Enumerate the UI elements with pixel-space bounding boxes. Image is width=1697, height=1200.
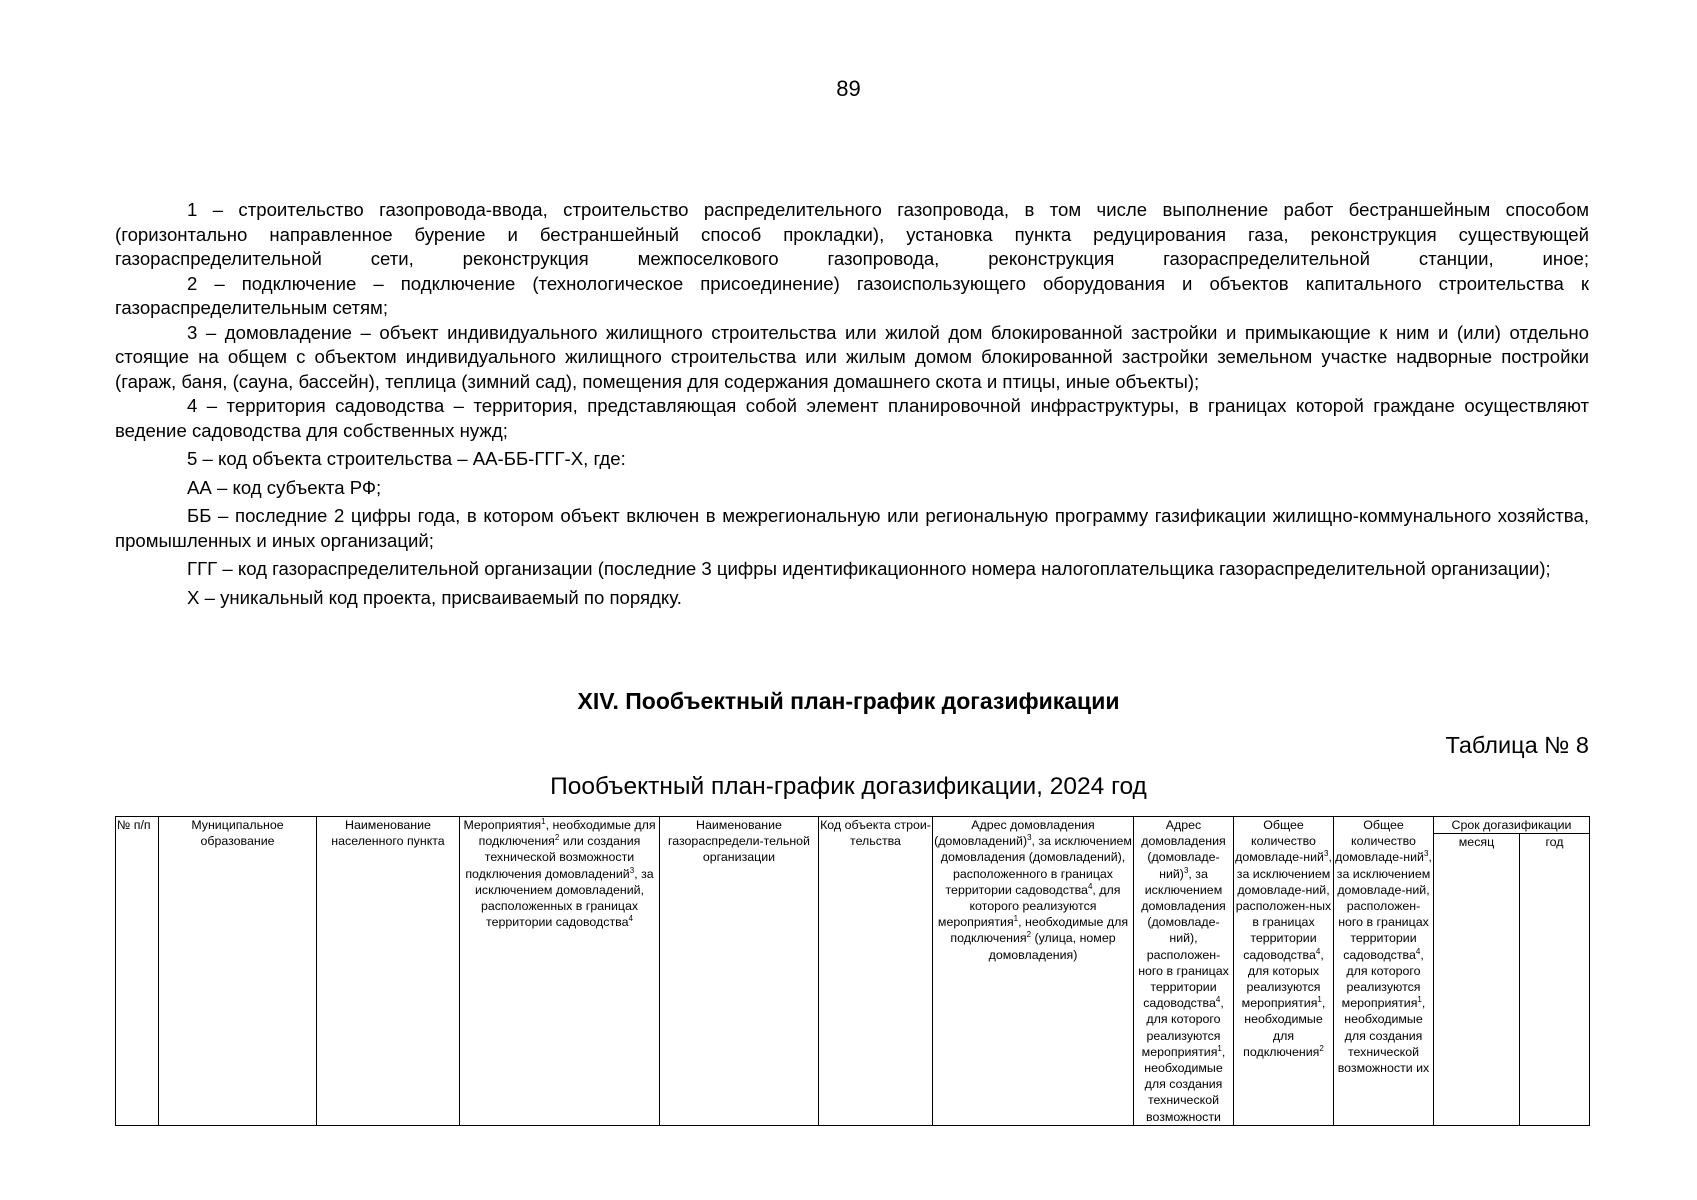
footnote-4: 4 – территория садоводства – территория, представляющая собой элемент планировочной инфраструктуры, в границах которой граждане осуществляют ведение садоводства для собственных нужд; (115, 395, 1589, 441)
col-header-month: месяц (1434, 834, 1520, 1125)
footnote-5: 5 – код объекта строительства – АА-ББ-ГГГ-Х, где: (187, 448, 626, 469)
col-header-address-connection: Адрес домовладения (домовладений)$^3$, за исключением домовладения (домовладений), расположенного в границах территории садоводства$^4$, для которого реализуются мероприятия$^1$, необходимые для подключения$^2$ (улица, номер домовладения) (933, 817, 1134, 1126)
col-header-count-technical: Общее количество домовладе-ний$^3$, за исключением домовладе-ний, расположен-ного в границах территории садоводства$^4$, для которого реализуются мероприятия$^1$, необходимые для создания технической возможности их (1334, 817, 1434, 1126)
footnote-5-ggg: ГГГ – код газораспределительной организации (последние 3 цифры идентификационного номера налогоплательщика газораспределительной организации); (187, 558, 1551, 579)
col-header-count-connection: Общее количество домовладе-ний$^3$, за исключением домовладе-ний, расположен-ных в границах территории садоводства$^4$, для которых реализуются мероприятия$^1$, необходимые для подключения$^2$ (1234, 817, 1334, 1126)
col-header-measures: Мероприятия$^1$, необходимые для подключения$^2$ или создания технической возможности подключения домовладений$^3$, за исключением домовладений, расположенных в границах территории садоводства$^4$ (460, 817, 660, 1126)
page-number: 89 (836, 76, 861, 101)
table-header-row (116, 817, 1590, 834)
col-header-deadline: Срок догазификации (1434, 817, 1590, 834)
table-title: Пообъектный план-график догазификации, 2024 год (550, 773, 1147, 800)
footnote-5-x: Х – уникальный код проекта, присваиваемый по порядку. (187, 586, 682, 608)
col-header-municipality: Муниципальное образование (159, 817, 317, 1126)
footnote-1: 1 – строительство газопровода-ввода, строительство распределительного газопровода, в том числе выполнение работ бестраншейным способом (горизонтально направленное бурение и бестраншейный способ прокладки), установка пункта редуцирования газа, реконструкция существующей газораспределительной сети, реконструкция межпоселкового газопровода, реконструкция газораспределительной станции, иное; (115, 199, 1589, 269)
footnote-2: 2 – подключение – подключение (технологическое присоединение) газоиспользующего оборудования и объектов капитального строительства к газораспределительным сетям; (115, 272, 1589, 318)
col-header-address-technical: Адрес домовладения (домовладе-ний)$^3$, за исключением домовладения (домовладе-ний), расположен-ного в границах территории садоводства$^4$, для которого реализуются мероприятия$^1$, необходимые для создания технической возможности (1134, 817, 1234, 1126)
regasification-schedule-table (115, 816, 1590, 1126)
col-header-gas-org: Наименование газораспредели-тельной организации (660, 817, 819, 1126)
footnotes (115, 198, 1589, 610)
footnote-3: 3 – домовладение – объект индивидуального жилищного строительства или жилой дом блокированной застройки и примыкающие к ним и (или) отдельно стоящие на общем с объектом индивидуального жилищного строительства или жилым домом блокированной застройки земельном участке надворные постройки (гараж, баня, (сауна, бассейн), теплица (зимний сад), помещения для содержания домашнего скота и птицы, иные объекты); (115, 321, 1589, 392)
table-label: Таблица № 8 (1445, 732, 1589, 758)
col-header-object-code: Код объекта строи-тельства (819, 817, 933, 1126)
col-header-year: год (1520, 834, 1590, 1125)
col-header-settlement: Наименование населенного пункта (317, 817, 460, 1126)
footnote-5-bb: ББ – последние 2 цифры года, в котором объект включен в межрегиональную или региональную программу газификации жилищно-коммунального хозяйства, промышленных и иных организаций; (115, 505, 1589, 551)
col-header-number: № п/п (116, 817, 159, 1126)
footnote-5-aa: АА – код субъекта РФ; (187, 476, 382, 498)
section-title: XIV. Пообъектный план-график догазификации (577, 688, 1120, 714)
